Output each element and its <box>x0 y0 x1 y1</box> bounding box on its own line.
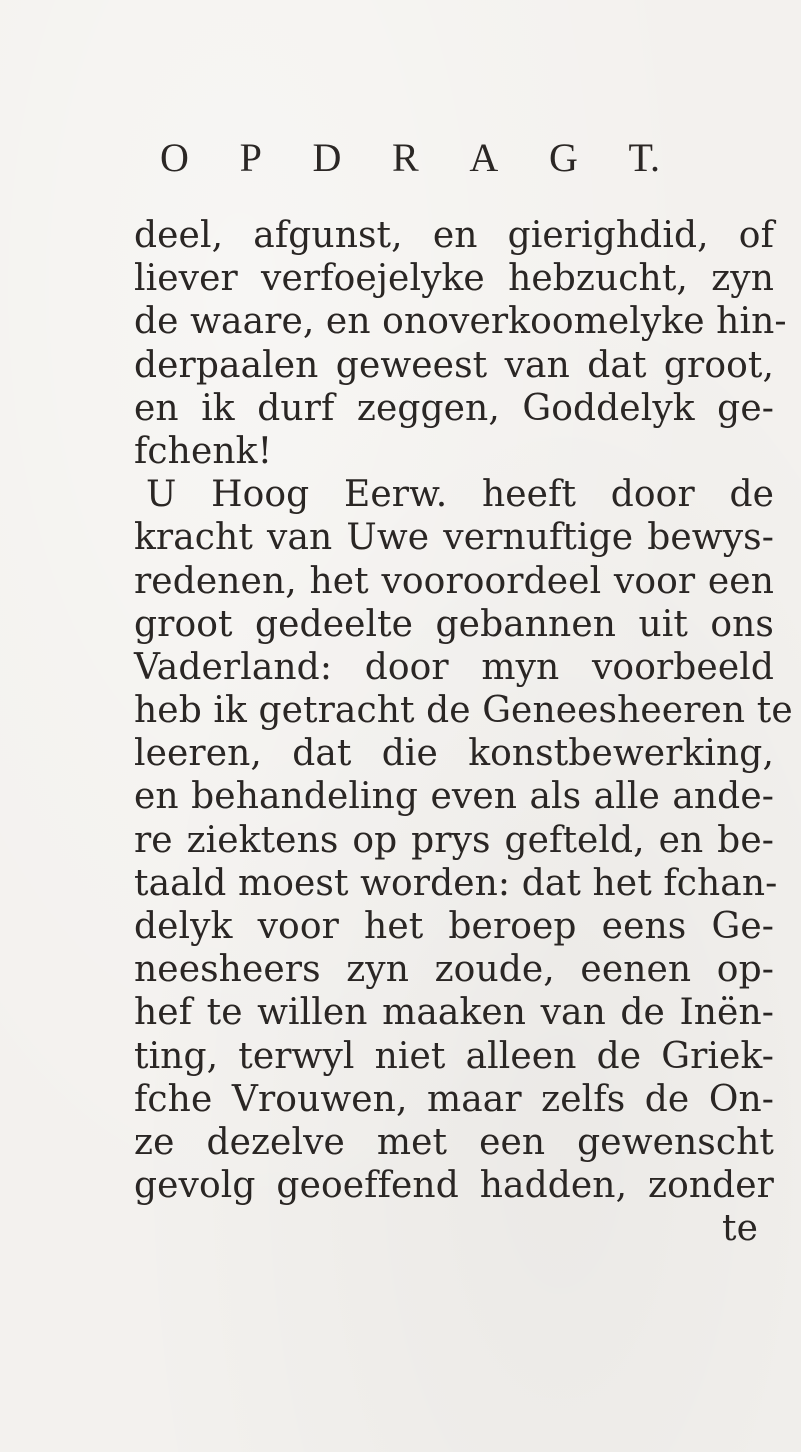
text-line: fchenk! <box>134 430 273 472</box>
text-line: deel, afgunst, en gierighdid, of <box>134 215 774 256</box>
running-head-letter: O <box>160 134 189 180</box>
running-head-letter: P <box>239 134 262 180</box>
catchword: te <box>722 1208 758 1250</box>
text-line: hef te willen maaken van de Inën- <box>134 992 774 1034</box>
text-line: fche Vrouwen, maar zelfs de On- <box>134 1078 774 1120</box>
running-head-letter: A <box>469 134 499 180</box>
body-text <box>134 214 793 1251</box>
text-line: en ik durf zeggen, Goddelyk ge- <box>134 387 774 429</box>
running-head <box>160 126 660 188</box>
text-line: leeren, dat die konstbewerking, <box>134 733 774 775</box>
text-line: heb ik getracht de Geneesheeren te <box>134 690 793 732</box>
running-head-letter: T. <box>628 134 660 180</box>
text-line: de waare, en onoverkoomelyke hin- <box>134 301 787 343</box>
text-line: delyk voor het beroep eens Ge- <box>134 906 774 947</box>
text-line: U Hoog Eerw. heeft door de <box>146 474 774 516</box>
running-head-letter: R <box>392 134 419 180</box>
text-line: ze dezelve met een gewenscht <box>134 1121 774 1163</box>
text-line: groot gedeelte gebannen uit ons <box>134 603 774 645</box>
text-line: ting, terwyl niet alleen de Griek- <box>134 1035 774 1077</box>
text-line: derpaalen geweest van dat groot, <box>134 344 774 386</box>
text-line: en behandeling even als alle ande- <box>134 776 774 818</box>
text-line: re ziektens op prys gefteld, en be- <box>134 819 774 861</box>
running-head-letter: G <box>548 134 578 180</box>
running-head-letter: D <box>312 134 342 180</box>
text-line: taald moest worden: dat het fchan- <box>134 862 778 904</box>
text-line: kracht van Uwe vernuftige bewys- <box>134 517 774 559</box>
text-line: liever verfoejelyke hebzucht, zyn <box>134 258 774 300</box>
text-line: neesheers zyn zoude, eenen op- <box>134 949 774 991</box>
text-line: Vaderland: door myn voorbeeld <box>134 646 774 688</box>
text-line: gevolg geoeffend hadden, zonder <box>134 1165 774 1207</box>
text-line: redenen, het vooroordeel voor een <box>134 560 774 602</box>
